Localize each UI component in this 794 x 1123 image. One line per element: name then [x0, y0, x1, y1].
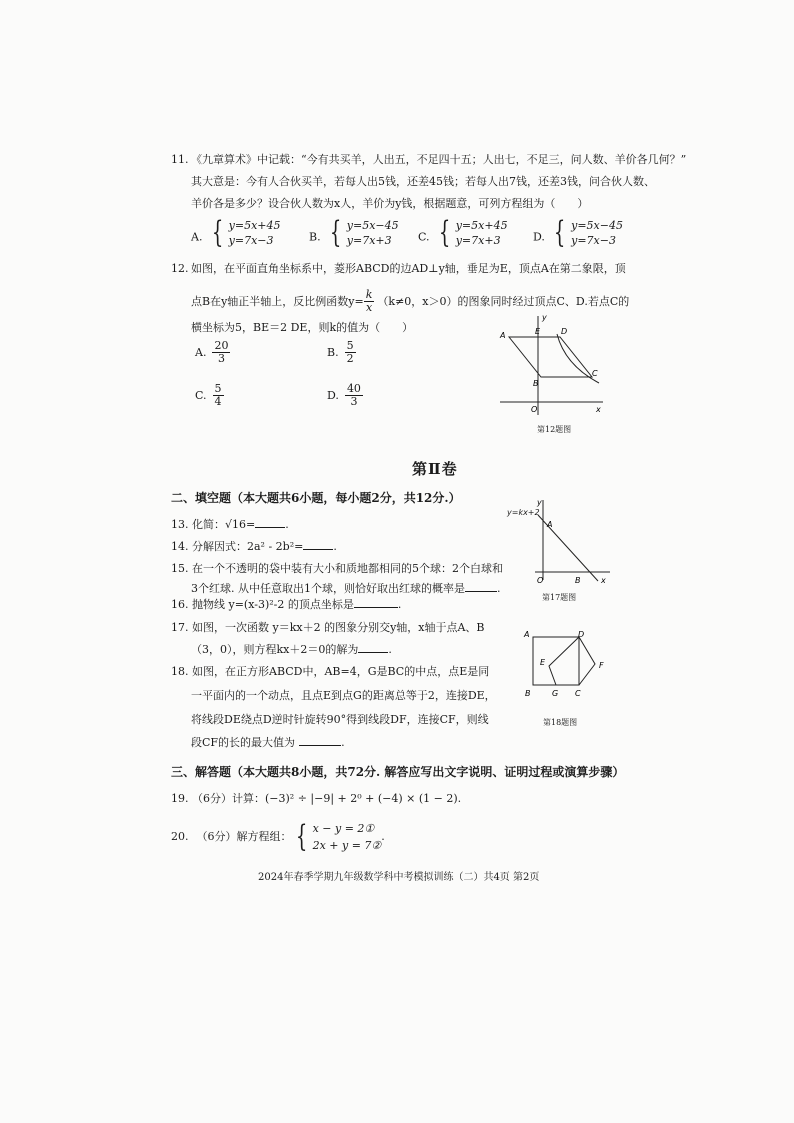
- q19: [171, 792, 461, 806]
- q16: [171, 598, 401, 612]
- q16-blank[interactable]: [354, 607, 398, 608]
- q18-end: .: [341, 736, 345, 749]
- q18-number: 18.: [171, 665, 189, 678]
- option-label: C.: [418, 230, 430, 244]
- part2-title: 第Ⅱ卷: [412, 460, 458, 478]
- q17-figure: [530, 495, 615, 585]
- option-label: B.: [309, 230, 321, 244]
- q17-text-1: 如图，一次函数 y＝kx＋2 的图象分别交y轴，x轴于点A、B: [192, 621, 485, 634]
- q18-figure: [518, 628, 613, 700]
- label-d: D: [578, 630, 585, 639]
- q17-text-2: （3，0），则方程kx＋2＝0的解为: [191, 643, 359, 656]
- eq: y=7x−3: [571, 234, 616, 247]
- label-c: C: [575, 689, 581, 698]
- option-label: D.: [533, 230, 545, 244]
- q18-line4: [191, 736, 345, 750]
- option-label: A.: [191, 230, 203, 244]
- q15-line2: [191, 582, 501, 596]
- segments-de-eg: [549, 637, 579, 685]
- q13-blank[interactable]: [255, 527, 285, 528]
- q17-end: .: [388, 643, 392, 656]
- q13-end: .: [285, 518, 289, 531]
- q12-option-c: [195, 383, 224, 408]
- frac-numerator: 5: [214, 382, 222, 395]
- eq: y=7x−3: [228, 234, 274, 247]
- q11-option-d: D. { y=5x−45 y=7x−3: [533, 215, 623, 250]
- page-footer: 2024年春季学期九年级数学科中考模拟训练（二）共4页 第2页: [258, 872, 540, 883]
- q18-line2: 一平面内的一个动点，且点E到点G的距离总等于2，连接DE，: [191, 689, 496, 702]
- eq: 2x + y = 7②: [312, 839, 382, 852]
- q12-line3: 横坐标为5，BE＝2 DE，则k的值为（ ）: [191, 321, 414, 334]
- label-c: C: [592, 369, 598, 378]
- q17-number: 17.: [171, 621, 189, 634]
- frac-denominator: 4: [214, 395, 222, 408]
- option-label: D.: [327, 388, 339, 402]
- section3-title: 三、解答题（本大题共8小题，共72分. 解答应写出文字说明、证明过程或演算步骤）: [171, 765, 625, 779]
- q11-number: 11.: [171, 153, 189, 166]
- q12-number: 12.: [171, 262, 189, 275]
- q12-figure: [495, 310, 610, 420]
- eq: y=5x+45: [455, 219, 508, 232]
- q20-end: .: [381, 830, 385, 843]
- label-b: B: [525, 689, 531, 698]
- q11-line3: 羊价各是多少？设合伙人数为x人，羊价为y钱，根据题意，可列方程组为（ ）: [191, 197, 589, 210]
- label-a: A: [524, 630, 530, 639]
- q12-line2-start: 点B在y轴正半轴上，反比例函数y=: [191, 294, 364, 308]
- label-f: F: [599, 661, 604, 670]
- q12-option-a: [195, 340, 230, 365]
- label-x: x: [601, 576, 606, 585]
- frac-denominator: x: [365, 301, 373, 314]
- eq: y=5x+45: [228, 219, 281, 232]
- q15-text-1: 在一个不透明的袋中装有大小和质地都相同的5个球：2个白球和: [192, 562, 503, 575]
- label-a: A: [547, 520, 553, 529]
- option-fraction: [212, 340, 230, 365]
- q17-blank[interactable]: [358, 652, 388, 653]
- q20: 20. （6分）解方程组： { x − y = 2① 2x + y = 7② .: [171, 819, 385, 854]
- option-label: C.: [195, 388, 207, 402]
- option-fraction: [345, 340, 356, 365]
- q14: [171, 540, 337, 554]
- label-e: E: [540, 658, 546, 667]
- q15-number: 15.: [171, 562, 189, 575]
- q20-number: 20.: [171, 830, 189, 843]
- q18-line3: 将线段DE绕点D逆时针旋转90°得到线段DF，连接CF，则线: [191, 713, 489, 726]
- q14-number: 14.: [171, 540, 189, 553]
- frac-numerator: 5: [346, 339, 354, 352]
- q19-text: （6分）计算：(−3)² ÷ |−9| + 2⁰ + (−4) × (1 − 2).: [192, 792, 462, 805]
- q13: [171, 518, 289, 532]
- q16-text: 抛物线 y=(x-3)²-2 的顶点坐标是: [192, 598, 354, 611]
- q18-text-1: 如图，在正方形ABCD中，AB=4，G是BC的中点，点E是同: [192, 665, 490, 678]
- label-o: O: [531, 405, 538, 414]
- q11-line1: 《九章算术》中记载：“今有共买羊，人出五，不足四十五；人出七，不足三，问人数、羊价各几何？”: [191, 153, 687, 166]
- q17-function-label: y=kx+2: [507, 508, 540, 517]
- label-d: D: [561, 327, 568, 336]
- option-fraction: [345, 383, 363, 408]
- q13-number: 13.: [171, 518, 189, 531]
- label-g: G: [552, 689, 559, 698]
- label-e: E: [535, 327, 541, 336]
- q18-figure-caption: 第18题图: [543, 718, 578, 727]
- eq: y=5x−45: [571, 219, 623, 232]
- frac-numerator: 40: [346, 382, 361, 395]
- q18-line1: [171, 665, 489, 679]
- label-a: A: [500, 331, 506, 340]
- q12-fraction: [364, 289, 375, 314]
- q16-number: 16.: [171, 598, 189, 611]
- eq: x − y = 2①: [312, 822, 375, 835]
- q15-line1: [171, 562, 503, 576]
- frac-denominator: 3: [350, 395, 358, 408]
- q15-end: .: [497, 582, 501, 595]
- q17-line1: [171, 621, 485, 635]
- frac-denominator: 3: [217, 352, 225, 365]
- q18-blank[interactable]: [299, 745, 341, 746]
- label-y: y: [537, 498, 542, 507]
- q11-option-a: A. { y=5x+45 y=7x−3: [191, 215, 281, 250]
- q15-text-2: 3个红球. 从中任意取出1个球，则恰好取出红球的概率是: [191, 582, 465, 595]
- eq: y=7x+3: [455, 234, 501, 247]
- q11-option-c: C. { y=5x+45 y=7x+3: [418, 215, 508, 250]
- q15-blank[interactable]: [465, 591, 497, 592]
- q14-blank[interactable]: [303, 549, 333, 550]
- option-fraction: [213, 383, 224, 408]
- label-b: B: [575, 576, 581, 585]
- q13-text: 化简：√16=: [192, 518, 256, 531]
- q12-figure-caption: 第12题图: [537, 425, 572, 434]
- eq: y=5x−45: [346, 219, 399, 232]
- q11-line2: 其大意是：今有人合伙买羊，若每人出5钱，还差45钱；若每人出7钱，还差3钱，问合伙人数、: [191, 175, 655, 188]
- q14-end: .: [333, 540, 337, 553]
- frac-numerator: k: [365, 288, 373, 301]
- q12-line1: 如图，在平面直角坐标系中，菱形ABCD的边AD⊥y轴，垂足为E，顶点A在第二象限，顶: [191, 262, 626, 275]
- q19-number: 19.: [171, 792, 189, 805]
- option-label: A.: [195, 345, 207, 359]
- frac-numerator: 20: [214, 339, 229, 352]
- label-x: x: [596, 405, 601, 414]
- q12-line2-end: （k≠0，x＞0）的图象同时经过顶点C、D.若点C的: [377, 294, 630, 308]
- q17-figure-caption: 第17题图: [542, 593, 577, 602]
- frac-denominator: 2: [346, 352, 354, 365]
- label-b: B: [533, 379, 539, 388]
- q17-line2: [191, 643, 392, 657]
- segments-df-fc: [579, 637, 595, 685]
- q16-end: .: [397, 598, 402, 611]
- q12-option-b: [327, 340, 356, 365]
- q20-text: （6分）解方程组：: [196, 830, 292, 843]
- rhombus-abcd: [509, 337, 592, 377]
- section2-title: 二、填空题（本大题共6小题，每小题2分，共12分.）: [171, 491, 461, 505]
- eq: y=7x+3: [346, 234, 392, 247]
- q18-text-4: 段CF的长的最大值为: [191, 736, 296, 749]
- q14-text: 分解因式：2a² - 2b²=: [192, 540, 304, 553]
- option-label: B.: [327, 345, 339, 359]
- q12-option-d: [327, 383, 363, 408]
- label-y: y: [542, 313, 547, 322]
- q11-option-b: B. { y=5x−45 y=7x+3: [309, 215, 399, 250]
- label-o: O: [537, 576, 544, 585]
